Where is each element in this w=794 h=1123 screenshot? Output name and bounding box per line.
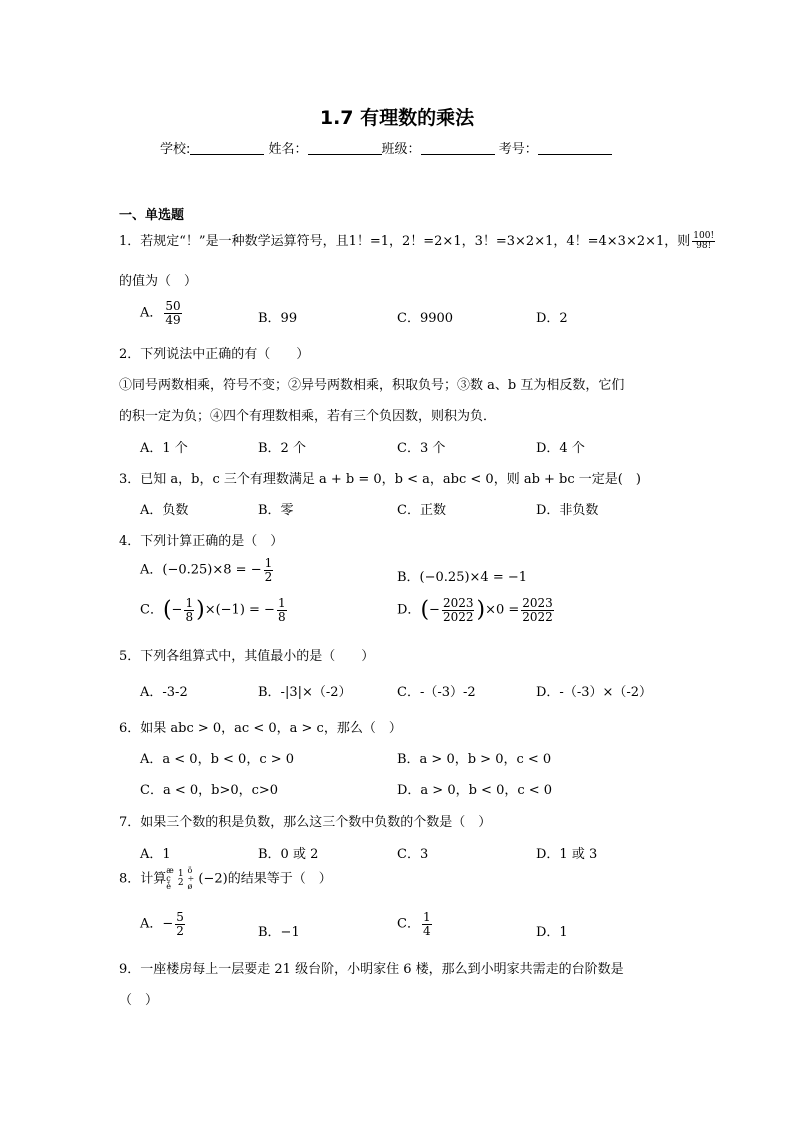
- q2-option-b[interactable]: B．2 个: [258, 441, 306, 456]
- q4-option-c[interactable]: [140, 597, 289, 623]
- q7-option-b[interactable]: B．0 或 2: [258, 847, 319, 862]
- q1-option-c[interactable]: C．9900: [397, 311, 454, 326]
- q1-fraction: [692, 232, 715, 252]
- q2-option-c[interactable]: C．3 个: [397, 441, 446, 456]
- question-8: [119, 867, 332, 891]
- q1-text: 1．若规定“！”是一种数学运算符号，且1！=1，2！=2×1，3！=3×2×1，4！=4×3×2×1，则: [119, 234, 691, 249]
- number-blank: [538, 142, 612, 155]
- q4-opt-d-label: D．: [397, 602, 421, 618]
- q3-option-d[interactable]: D．非负数: [536, 503, 599, 518]
- q8-opt-c-den: 4: [422, 923, 431, 938]
- q4-opt-d-den2: 2022: [522, 609, 553, 624]
- q4-opt-c-frac2: [277, 597, 287, 623]
- q8-text-end: 的结果等于（ ）: [227, 871, 332, 887]
- q4-option-b[interactable]: B．(−0.25)×4 = −1: [397, 570, 528, 585]
- q4-opt-d-lparen: (: [420, 597, 430, 623]
- q1-frac-num: 100!: [693, 230, 715, 241]
- school-blank: [190, 142, 264, 155]
- q1-option-d[interactable]: D．2: [536, 311, 568, 326]
- question-6: 6．如果 abc > 0，ac < 0，a > c，那么（ ）: [119, 721, 402, 736]
- q4-opt-d-num2: 2023: [522, 596, 553, 610]
- q7-option-a[interactable]: A．1: [140, 847, 171, 862]
- q8-option-a[interactable]: [140, 911, 187, 937]
- q8-gr-mid: ÷: [187, 874, 195, 883]
- q4-opt-a-den: 2: [264, 569, 273, 584]
- q4-opt-c-den2: 8: [277, 609, 286, 624]
- student-info-line: [160, 138, 612, 157]
- q4-opt-d-num1: 2023: [442, 596, 474, 610]
- q1-tail: 的值为（ ）: [119, 274, 198, 289]
- q6-option-a[interactable]: A．a < 0，b < 0，c > 0: [140, 752, 295, 767]
- q8-garbled-left-paren: [166, 867, 174, 891]
- q1-opt-a-den: 49: [165, 312, 181, 327]
- question-1: [119, 230, 717, 251]
- q8-opt-a-den: 2: [176, 923, 184, 938]
- q8-frac-den: 2: [177, 878, 184, 888]
- q1-frac-den: 98!: [696, 241, 712, 251]
- q9-tail: （ ）: [119, 993, 159, 1008]
- q5-option-d[interactable]: D．-（-3）×（-2）: [536, 685, 653, 700]
- q8-garbled-right-paren: [188, 867, 195, 891]
- q8-gl-bot: è: [166, 882, 172, 891]
- q2-option-a[interactable]: A．1 个: [140, 441, 188, 456]
- q8-opt-c-label: C．: [397, 916, 420, 932]
- q1-opt-a-num: 50: [165, 299, 181, 313]
- q4-opt-a-expr: (−0.25)×8 = −: [162, 562, 262, 578]
- q8-gl-mid: ç: [166, 874, 171, 883]
- q4-opt-c-den1: 8: [185, 609, 194, 624]
- class-label: 班级：: [381, 142, 421, 157]
- q8-opt-c-frac: [422, 911, 432, 937]
- question-2: 2．下列说法中正确的有（ ）: [119, 347, 310, 362]
- q4-opt-c-lparen: (: [162, 597, 172, 623]
- q8-opt-a-label: A．−: [140, 916, 174, 932]
- q4-opt-c-mid: ×(−1) = −: [204, 602, 275, 618]
- q4-opt-c-label: C．: [140, 602, 163, 618]
- name-label: 姓名：: [268, 142, 308, 157]
- q5-option-a[interactable]: A．-3-2: [140, 685, 188, 700]
- q2-statement-line-1: ①同号两数相乘，符号不变；②异号两数相乘，积取负号；③数 a、b 互为相反数，它们: [119, 378, 625, 393]
- q4-opt-d-neg: −: [429, 602, 440, 618]
- q4-opt-d-rparen: ): [476, 597, 486, 623]
- q8-option-d[interactable]: D．1: [536, 925, 568, 940]
- section-title: 一、单选题: [119, 208, 185, 223]
- q8-option-b[interactable]: B．−1: [258, 925, 300, 940]
- question-5: 5．下列各组算式中，其值最小的是（ ）: [119, 649, 375, 664]
- number-label: 考号：: [498, 142, 538, 157]
- q1-option-a[interactable]: [140, 300, 184, 326]
- q6-option-d[interactable]: D．a > 0，b < 0，c < 0: [397, 783, 553, 798]
- q8-gr-top: ö: [187, 866, 193, 875]
- q3-option-c[interactable]: C．正数: [397, 503, 446, 518]
- q4-opt-c-rparen: ): [196, 597, 205, 623]
- name-blank: [308, 142, 382, 155]
- q7-option-c[interactable]: C．3: [397, 847, 429, 862]
- q4-opt-c-frac1: [184, 597, 194, 623]
- class-blank: [421, 142, 495, 155]
- q2-statement-line-2: 的积一定为负；④四个有理数相乘，若有三个负因数，则积为负．: [119, 409, 497, 424]
- q1-opt-a-frac: [164, 300, 181, 326]
- q3-option-a[interactable]: A．负数: [140, 503, 189, 518]
- q4-opt-a-num: 1: [264, 556, 273, 570]
- q4-option-d[interactable]: [397, 597, 556, 623]
- q8-opt-a-num: 5: [176, 910, 184, 924]
- q8-gl-top: æ: [166, 866, 174, 875]
- question-7: 7．如果三个数的积是负数，那么这三个数中负数的个数是（ ）: [119, 815, 492, 830]
- question-3: 3．已知 a，b，c 三个有理数满足 a + b = 0，b < a，abc < 0，则 ab + bc 一定是( ): [119, 472, 641, 487]
- q8-opt-c-num: 1: [422, 910, 431, 924]
- q4-opt-c-neg: −: [171, 602, 183, 618]
- school-label: 学校:: [160, 142, 191, 157]
- q4-opt-a-label: A．: [140, 562, 163, 578]
- q8-text-start: 8．计算: [119, 871, 167, 887]
- q4-opt-d-frac1: [442, 597, 475, 623]
- q8-gr-bot: ø: [187, 882, 193, 891]
- q4-opt-c-num2: 1: [277, 596, 286, 610]
- q4-opt-d-mid: ×0 =: [485, 602, 520, 618]
- q4-opt-d-den1: 2022: [442, 609, 474, 624]
- question-4: 4．下列计算正确的是（ ）: [119, 534, 284, 549]
- q2-option-d[interactable]: D．4 个: [536, 441, 585, 456]
- page-title: 1.7 有理数的乘法: [319, 107, 475, 129]
- q8-expression: (−2): [198, 871, 228, 887]
- q4-opt-d-frac2: [521, 597, 554, 623]
- q7-option-d[interactable]: D．1 或 3: [536, 847, 598, 862]
- q4-opt-a-frac: [264, 557, 274, 583]
- q8-fraction: [178, 870, 184, 889]
- q5-option-c[interactable]: C．-（-3）-2: [397, 685, 476, 700]
- q1-option-b[interactable]: B．99: [258, 311, 298, 326]
- q3-option-b[interactable]: B．零: [258, 503, 294, 518]
- q5-option-b[interactable]: B．-|3|×（-2）: [258, 685, 352, 700]
- q1-opt-a-label: A．: [140, 305, 163, 321]
- q4-opt-c-num1: 1: [185, 596, 194, 610]
- q6-option-b[interactable]: B．a > 0，b > 0，c < 0: [397, 752, 552, 767]
- question-9: 9．一座楼房每上一层要走 21 级台阶，小明家住 6 楼，那么到小明家共需走的台阶数是: [119, 962, 624, 977]
- q8-opt-a-frac: [175, 911, 185, 937]
- q6-option-c[interactable]: C．a < 0，b>0，c>0: [140, 783, 279, 798]
- q4-option-a[interactable]: [140, 557, 275, 583]
- q8-option-c[interactable]: [397, 911, 434, 937]
- q8-frac-num: 1: [177, 868, 184, 879]
